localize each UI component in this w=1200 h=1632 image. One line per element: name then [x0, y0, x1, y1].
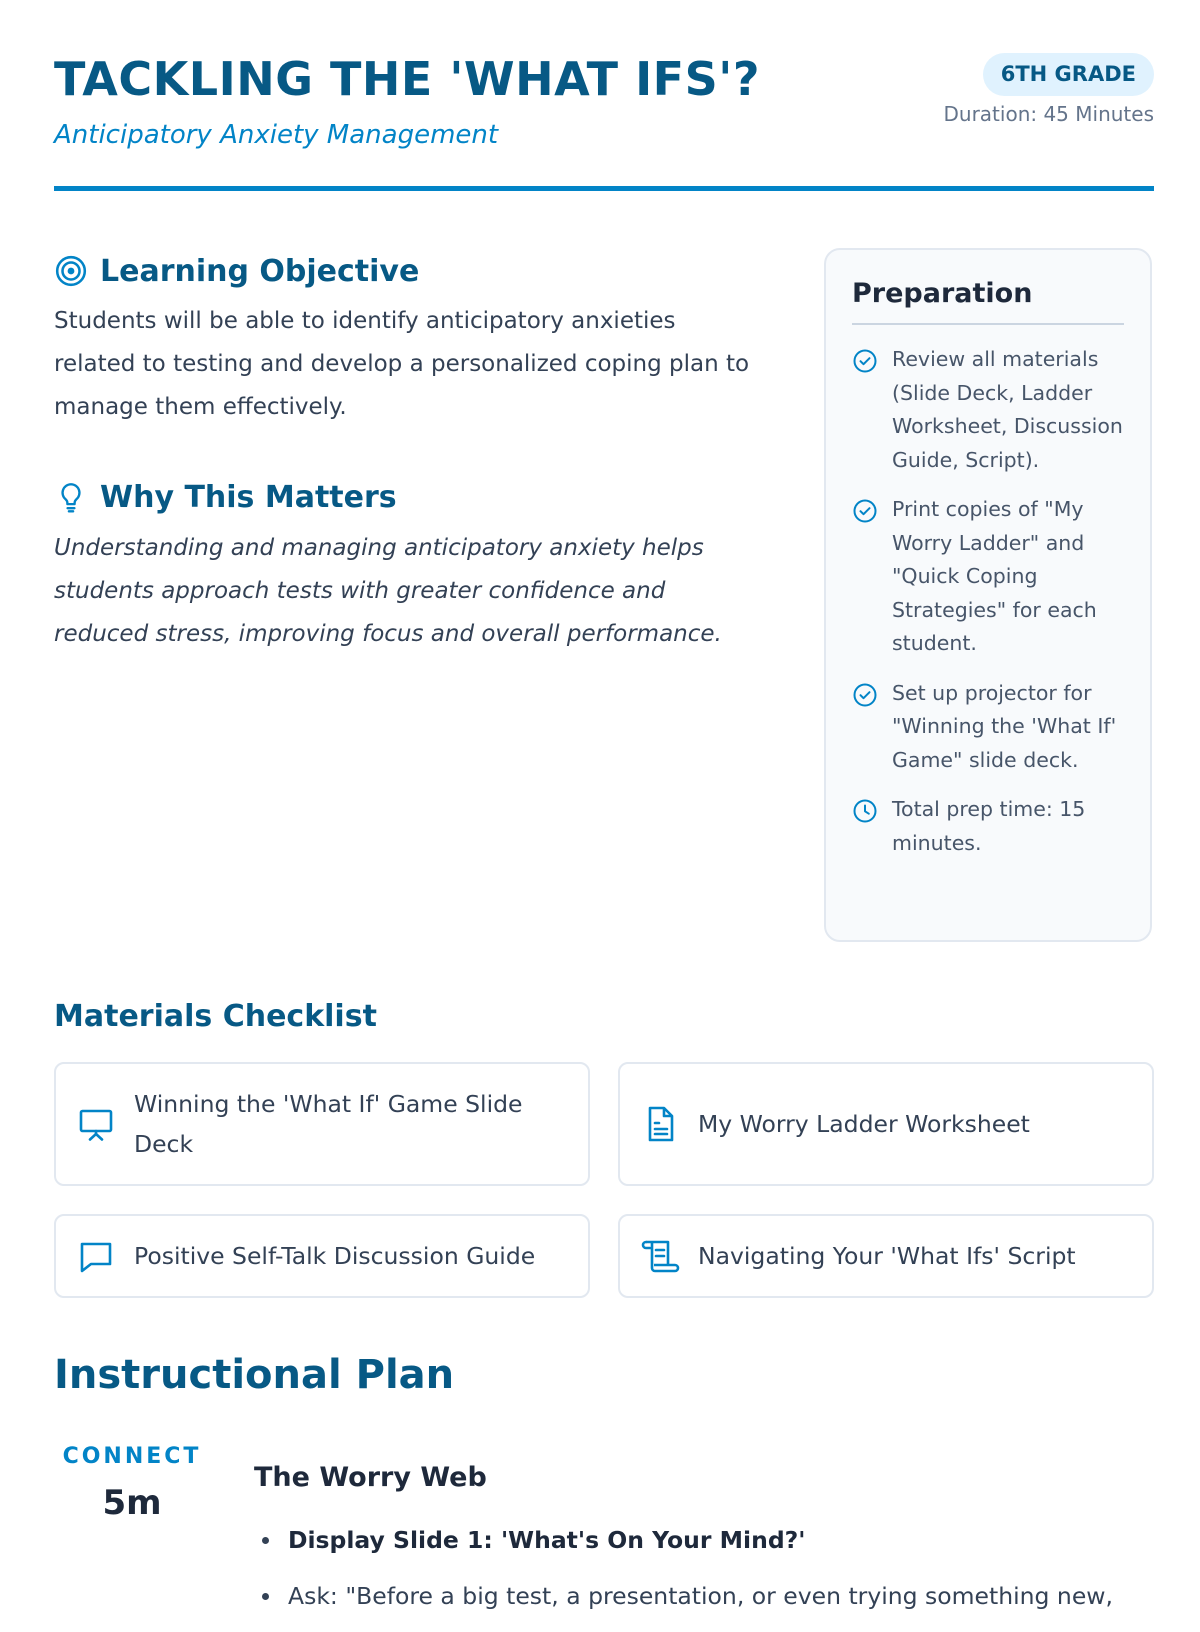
list-item: [852, 793, 1124, 860]
list-item: [852, 493, 1124, 661]
phase-label-block: [54, 1444, 210, 1523]
scroll-icon: [640, 1236, 680, 1276]
activity-steps: [254, 1520, 1154, 1632]
list-item: [852, 343, 1124, 477]
preparation-card: [824, 248, 1152, 942]
material-card[interactable]: [618, 1214, 1154, 1298]
check-circle-icon: [852, 682, 878, 708]
materials-title: Materials Checklist: [54, 999, 377, 1034]
material-label: Navigating Your 'What Ifs' Script: [698, 1242, 1076, 1270]
material-label: Winning the 'What If' Game Slide Deck: [134, 1090, 523, 1158]
why-title: Why This Matters: [100, 479, 397, 515]
list-item: Ask: "Before a big test, a presentation, or even trying something new,: [254, 1576, 1154, 1616]
preparation-list: [852, 343, 1124, 860]
objective-text: Students will be able to identify anticipatory anxieties related to testing and develop a personalized coping plan to manage them effectively.: [54, 308, 750, 420]
clock-icon: [852, 798, 878, 824]
target-icon: [54, 254, 88, 288]
list-item: [852, 677, 1124, 778]
message-icon: [76, 1236, 116, 1276]
presentation-icon: [76, 1104, 116, 1144]
lesson-plan-page: [54, 0, 1154, 1610]
check-circle-icon: [852, 348, 878, 374]
prep-item-text: Print copies of "My Worry Ladder" and "Quick Coping Strategies" for each student.: [892, 497, 1097, 655]
plan-title: Instructional Plan: [54, 1352, 455, 1398]
why-text: Understanding and managing anticipatory anxiety helps students approach tests with greater confidence and reduced stress, improving focus and overall performance.: [54, 535, 722, 647]
check-circle-icon: [852, 498, 878, 524]
material-card[interactable]: [54, 1062, 590, 1186]
material-label: My Worry Ladder Worksheet: [698, 1110, 1030, 1138]
prep-item-text: Total prep time: 15 minutes.: [892, 797, 1086, 855]
list-item: Display Slide 1: 'What's On Your Mind?': [254, 1520, 1154, 1560]
page-subtitle: Anticipatory Anxiety Management: [54, 120, 499, 150]
objective-title: Learning Objective: [100, 253, 420, 289]
why-heading: [54, 477, 397, 517]
material-card[interactable]: [618, 1062, 1154, 1186]
objective-heading: [54, 251, 419, 291]
header-divider: [54, 186, 1154, 191]
grade-badge: 6TH GRADE: [983, 53, 1154, 96]
prep-item-text: Review all materials (Slide Deck, Ladder Worksheet, Discussion Guide, Script).: [892, 347, 1123, 472]
phase-label: CONNECT: [62, 1444, 202, 1469]
preparation-title: Preparation: [852, 278, 1124, 325]
document-icon: [640, 1104, 680, 1144]
phase-time: 5m: [102, 1483, 162, 1523]
material-card[interactable]: [54, 1214, 590, 1298]
lightbulb-icon: [54, 480, 88, 514]
header: [54, 52, 1154, 190]
duration-text: Duration: 45 Minutes: [943, 102, 1154, 126]
prep-item-text: Set up projector for "Winning the 'What If' Game" slide deck.: [892, 680, 1117, 772]
material-label: Positive Self-Talk Discussion Guide: [134, 1242, 536, 1270]
activity-title: The Worry Web: [254, 1462, 487, 1493]
page-title: TACKLING THE 'WHAT IFS'?: [54, 52, 760, 106]
